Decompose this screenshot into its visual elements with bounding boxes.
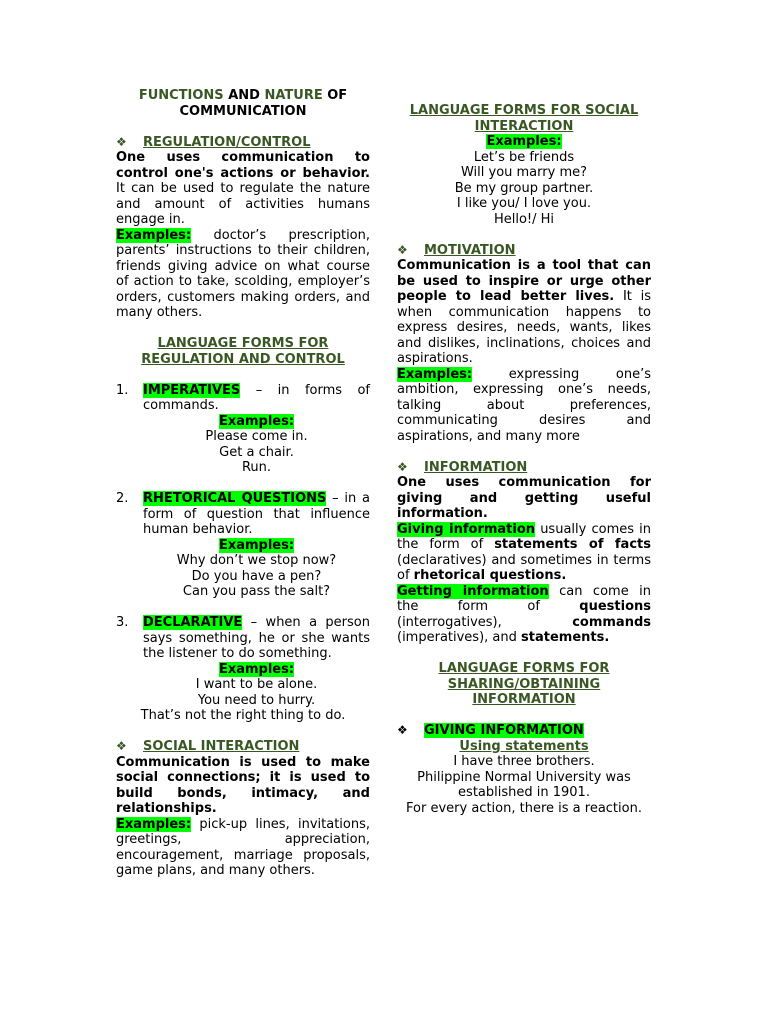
giving-information-paragraph: Giving information usually comes in the form of statements of facts (declaratives) and sometimes in terms of rhetorical questions.	[397, 521, 652, 583]
information-paragraph: One uses communication for giving and getting useful information.	[397, 475, 651, 521]
regulation-examples: Examples: doctor’s prescription, parents’ instructions to their children, friends giving advice on what course of action to take, scolding, employer’s orders, customers making orders, and many others.	[116, 227, 370, 320]
regulation-paragraph: One uses communication to control one's actions or behavior. It can be used to regulate the nature and amount of activities humans engage in.	[116, 150, 370, 227]
information-heading: ❖ INFORMATION	[397, 459, 528, 475]
diamond-bullet-icon: ❖	[397, 723, 408, 737]
sharing-forms-heading: LANGUAGE FORMS FOR SHARING/OBTAINING INFORMATION	[438, 661, 610, 707]
regulation-heading: ❖ REGULATION/CONTROL	[116, 134, 311, 150]
regulation-forms-heading: LANGUAGE FORMS FOR REGULATION AND CONTROL	[141, 336, 345, 367]
left-column	[116, 88, 370, 879]
diamond-bullet-icon: ❖	[116, 739, 127, 753]
example-line: Be my group partner.	[454, 180, 594, 196]
example-line: I have three brothers.	[453, 754, 595, 769]
motivation-heading: ❖ MOTIVATION	[397, 242, 516, 258]
example-line: I like you/ I love you.	[456, 196, 592, 211]
example-line: For every action, there is a reaction.	[406, 800, 642, 816]
example-line: Philippine Normal University was established in 1901.	[417, 769, 631, 800]
motivation-examples: Examples: expressing one’s ambition, expressing one’s needs, talking about preferences, communicating desires and aspirations, and many more	[397, 366, 651, 444]
social-forms-heading: LANGUAGE FORMS FOR SOCIAL INTERACTION	[409, 103, 639, 134]
right-column: LANGUAGE FORMS FOR SOCIAL INTERACTION Examples: Let’s be friends Will you marry me? Be my group partner. I like you/ I love you. Hello!/ Hi ❖ MOTIVATION Communication is a tool that can be used to inspire or urge other people to lead better lives. It is when communication happens to express desires, needs, wants, likes and dislikes, inclinations, choices and aspirations. Examples: expressing one’s ambition, expressing one’s needs, talking about preferences, communicating desires and aspirations, and many more ❖ INFORMATION One uses communication for giving and getting useful information. Giving information usually comes in the form of statements of facts (declaratives) and sometimes in terms of rhetorical questions. Getting information can come in the form of questions (interrogatives), commands (imperatives), and statements. LANGUAGE FORMS FOR SHARING/OBTAINING INFORMATION ❖ GIVING INFORMATION Using statements I have three brothers. Philippine Normal University was established in 1901. For every action, there is a reaction.	[397, 103, 652, 816]
example-line: Let’s be friends	[473, 149, 575, 165]
example-line: Hello!/ Hi	[493, 211, 555, 227]
motivation-paragraph: Communication is a tool that can be used to inspire or urge other people to lead better lives. It is when communication happens to express desires, needs, wants, likes and dislikes, inclinations, choices and aspirations.	[397, 258, 651, 366]
list-item: 3. DECLARATIVE – when a person says something, he or she wants the listener to do something. Examples: I want to be alone. You need to hurry. That’s not the right thing to do.	[116, 615, 370, 723]
diamond-bullet-icon: ❖	[397, 242, 408, 257]
getting-information-paragraph: Getting information can come in the form of questions (interrogatives), commands (imperatives), and statements.	[397, 583, 651, 645]
social-interaction-heading: ❖ SOCIAL INTERACTION	[116, 739, 300, 754]
giving-information-heading: ❖ GIVING INFORMATION	[397, 723, 584, 738]
list-item: 1. IMPERATIVES – in forms of commands. Examples: Please come in. Get a chair. Run.	[116, 382, 370, 475]
list-item: 2. RHETORICAL QUESTIONS – in a form of question that influence human behavior. Examples: Why don’t we stop now? Do you have a pen? Can you pass the salt?	[116, 491, 370, 599]
using-statements-heading: Using statements	[459, 738, 589, 754]
document-title: FUNCTIONS AND NATURE OF COMMUNICATION	[138, 88, 348, 119]
social-interaction-paragraph: Communication is used to make social connections; it is used to build bonds, intimacy, and relationships.	[116, 754, 370, 816]
language-forms-list	[116, 383, 370, 724]
diamond-bullet-icon: ❖	[116, 134, 127, 149]
example-line: Will you marry me?	[460, 165, 588, 180]
social-interaction-examples: Examples: pick-up lines, invitations, greetings, appreciation, encouragement, marriage proposals, game plans, and many others.	[116, 816, 370, 878]
diamond-bullet-icon: ❖	[397, 459, 408, 474]
